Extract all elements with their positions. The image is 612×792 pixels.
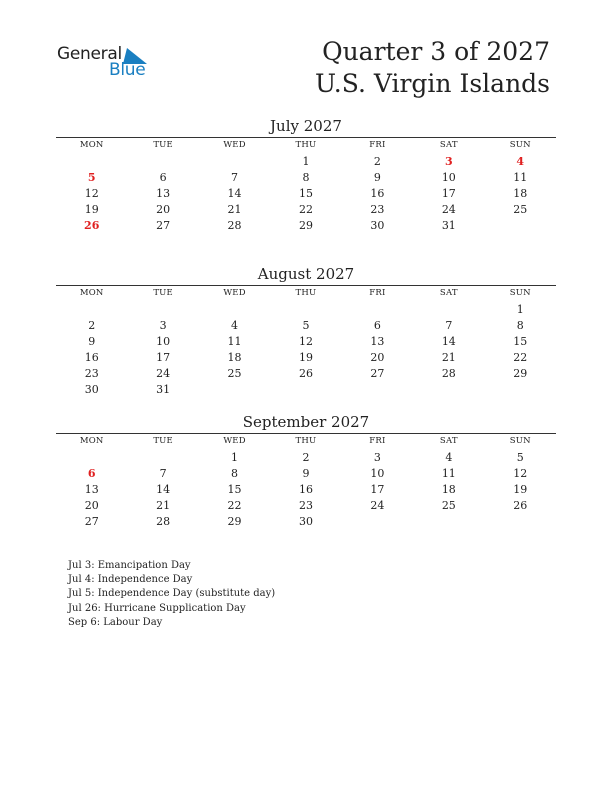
day-cell: 21 [441, 351, 456, 364]
empty-day-cell [342, 514, 413, 530]
day-cell: 18 [227, 351, 242, 364]
day-cell: 7 [445, 319, 453, 332]
day-cell: 30 [370, 219, 385, 232]
holiday-day-cell: 5 [87, 171, 96, 184]
day-cell: 9 [302, 467, 310, 480]
weekday-header: WED [223, 140, 246, 150]
weekday-header-row [56, 434, 556, 448]
day-cell: 27 [370, 367, 385, 380]
week-row [56, 318, 556, 334]
weekday-header: THU [295, 140, 317, 150]
day-cell: 25 [441, 499, 456, 512]
day-cell: 10 [370, 467, 385, 480]
day-cell: 25 [513, 203, 528, 216]
day-cell: 26 [298, 367, 313, 380]
week-row [56, 466, 556, 482]
day-cell: 11 [227, 335, 242, 348]
day-cell: 9 [88, 335, 96, 348]
empty-day-cell [270, 382, 341, 398]
month-september [56, 413, 556, 530]
empty-day-cell [485, 218, 556, 234]
day-cell: 25 [227, 367, 242, 380]
weekday-header: MON [79, 288, 104, 298]
weekday-header: SAT [439, 436, 458, 446]
week-row [56, 350, 556, 366]
day-cell: 24 [370, 499, 385, 512]
holiday-day-cell: 4 [516, 155, 525, 168]
day-cell: 1 [302, 155, 310, 168]
day-cell: 27 [84, 515, 99, 528]
day-cell: 4 [231, 319, 239, 332]
empty-day-cell [199, 154, 270, 170]
empty-day-cell [127, 450, 198, 466]
day-cell: 13 [84, 483, 99, 496]
day-cell: 24 [156, 367, 171, 380]
day-cell: 17 [441, 187, 456, 200]
month-august [56, 265, 556, 398]
week-row [56, 218, 556, 234]
day-cell: 23 [298, 499, 313, 512]
day-cell: 19 [513, 483, 528, 496]
day-cell: 1 [516, 303, 524, 316]
day-cell: 14 [156, 483, 171, 496]
day-cell: 15 [513, 335, 528, 348]
day-cell: 4 [445, 451, 453, 464]
day-cell: 19 [298, 351, 313, 364]
day-cell: 22 [298, 203, 313, 216]
day-cell: 28 [227, 219, 242, 232]
empty-day-cell [342, 302, 413, 318]
empty-day-cell [413, 302, 484, 318]
holiday-day-cell: 3 [444, 155, 453, 168]
week-row [56, 450, 556, 466]
logo-general-text: General [57, 44, 122, 64]
empty-day-cell [485, 382, 556, 398]
day-cell: 3 [159, 319, 167, 332]
weekday-header: SUN [509, 436, 531, 446]
month-title: August 2027 [257, 265, 355, 283]
empty-day-cell [342, 382, 413, 398]
day-cell: 12 [84, 187, 99, 200]
day-cell: 20 [156, 203, 171, 216]
week-row [56, 302, 556, 318]
weekday-header: THU [295, 288, 317, 298]
day-cell: 6 [159, 171, 167, 184]
week-row [56, 154, 556, 170]
day-cell: 8 [231, 467, 239, 480]
empty-day-cell [127, 154, 198, 170]
day-cell: 15 [227, 483, 242, 496]
day-cell: 15 [298, 187, 313, 200]
day-cell: 20 [84, 499, 99, 512]
month-july [56, 117, 556, 234]
weekday-header: FRI [369, 436, 386, 446]
weekday-header: FRI [369, 140, 386, 150]
holiday-day-cell: 6 [87, 467, 96, 480]
day-cell: 1 [231, 451, 239, 464]
day-cell: 8 [516, 319, 524, 332]
day-cell: 22 [227, 499, 242, 512]
day-cell: 8 [302, 171, 310, 184]
weekday-header: TUE [153, 288, 173, 298]
day-cell: 31 [156, 383, 171, 396]
week-row [56, 366, 556, 382]
day-cell: 31 [441, 219, 456, 232]
day-cell: 3 [373, 451, 381, 464]
weekday-header: MON [79, 140, 104, 150]
weekday-header: SAT [439, 288, 458, 298]
day-cell: 28 [441, 367, 456, 380]
day-cell: 6 [373, 319, 381, 332]
weekday-header-row [56, 286, 556, 300]
weekday-header: SAT [439, 140, 458, 150]
day-cell: 11 [513, 171, 528, 184]
empty-day-cell [56, 302, 127, 318]
week-row [56, 382, 556, 398]
weekday-header: SUN [509, 288, 531, 298]
day-cell: 23 [84, 367, 99, 380]
holiday-note: Sep 6: Labour Day [68, 616, 163, 628]
weekday-header: THU [295, 436, 317, 446]
day-cell: 26 [513, 499, 528, 512]
holiday-day-cell: 26 [84, 219, 100, 232]
day-cell: 18 [513, 187, 528, 200]
day-cell: 13 [370, 335, 385, 348]
day-cell: 21 [227, 203, 242, 216]
day-cell: 27 [156, 219, 171, 232]
empty-day-cell [413, 382, 484, 398]
holiday-note: Jul 4: Independence Day [68, 574, 193, 586]
day-cell: 2 [373, 155, 381, 168]
day-cell: 12 [298, 335, 313, 348]
day-cell: 21 [156, 499, 171, 512]
day-cell: 5 [516, 451, 524, 464]
day-cell: 22 [513, 351, 528, 364]
week-row [56, 334, 556, 350]
day-cell: 7 [231, 171, 239, 184]
day-cell: 12 [513, 467, 528, 480]
holiday-note: Jul 3: Emancipation Day [68, 560, 191, 571]
day-cell: 16 [298, 483, 313, 496]
day-cell: 10 [441, 171, 456, 184]
week-row [56, 170, 556, 186]
empty-day-cell [413, 514, 484, 530]
day-cell: 24 [441, 203, 456, 216]
week-row [56, 186, 556, 202]
day-cell: 18 [441, 483, 456, 496]
holiday-note: Jul 26: Hurricane Supplication Day [68, 602, 246, 614]
day-cell: 13 [156, 187, 171, 200]
page-title [315, 36, 550, 100]
day-cell: 29 [513, 367, 528, 380]
week-row [56, 514, 556, 530]
day-cell: 17 [370, 483, 385, 496]
day-cell: 30 [298, 515, 313, 528]
day-cell: 16 [370, 187, 385, 200]
weekday-header: TUE [153, 436, 173, 446]
day-cell: 5 [302, 319, 310, 332]
weekday-header-row [56, 138, 556, 152]
empty-day-cell [56, 154, 127, 170]
day-cell: 10 [156, 335, 171, 348]
empty-day-cell [199, 302, 270, 318]
day-cell: 30 [84, 383, 99, 396]
weekday-header: WED [223, 288, 246, 298]
empty-day-cell [270, 302, 341, 318]
weekday-header: MON [79, 436, 104, 446]
day-cell: 14 [441, 335, 456, 348]
month-title: July 2027 [270, 117, 342, 135]
holiday-notes [68, 559, 275, 630]
day-cell: 29 [227, 515, 242, 528]
day-cell: 9 [373, 171, 381, 184]
weekday-header: WED [223, 436, 246, 446]
empty-day-cell [127, 302, 198, 318]
weekday-header: TUE [153, 140, 173, 150]
day-cell: 2 [88, 319, 96, 332]
logo-blue-text: Blue [109, 60, 146, 80]
week-row [56, 498, 556, 514]
week-row [56, 482, 556, 498]
day-cell: 16 [84, 351, 99, 364]
day-cell: 23 [370, 203, 385, 216]
empty-day-cell [56, 450, 127, 466]
month-title: September 2027 [242, 413, 370, 431]
generalblue-logo [57, 44, 157, 84]
day-cell: 11 [441, 467, 456, 480]
day-cell: 19 [84, 203, 99, 216]
day-cell: 17 [156, 351, 171, 364]
title-region: U.S. Virgin Islands [315, 69, 550, 98]
empty-day-cell [485, 514, 556, 530]
day-cell: 29 [298, 219, 313, 232]
day-cell: 7 [159, 467, 167, 480]
holiday-note: Jul 5: Independence Day (substitute day) [68, 588, 276, 600]
day-cell: 20 [370, 351, 385, 364]
title-quarter: Quarter 3 of 2027 [322, 37, 550, 66]
day-cell: 28 [156, 515, 171, 528]
weekday-header: SUN [509, 140, 531, 150]
week-row [56, 202, 556, 218]
weekday-header: FRI [369, 288, 386, 298]
empty-day-cell [199, 382, 270, 398]
day-cell: 2 [302, 451, 310, 464]
day-cell: 14 [227, 187, 242, 200]
